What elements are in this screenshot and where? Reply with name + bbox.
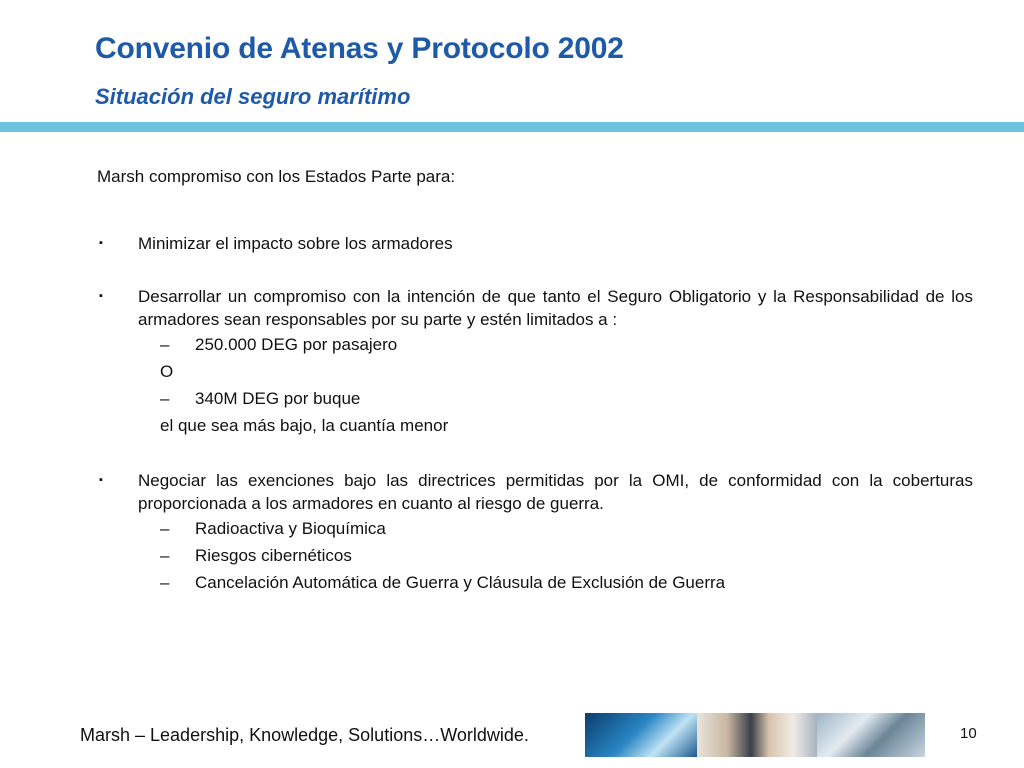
- sub-item: [97, 385, 973, 412]
- sub-text: Radioactiva y Bioquímica: [195, 519, 386, 538]
- sub-text: Riesgos cibernéticos: [195, 546, 352, 565]
- sub-marker: –: [160, 546, 170, 565]
- slide-subtitle: Situación del seguro marítimo: [95, 84, 411, 109]
- sub-marker: –: [160, 335, 170, 354]
- sub-item: [97, 515, 973, 542]
- globe-image: [585, 713, 697, 757]
- bullet-item: [97, 469, 973, 515]
- footer-tagline: Marsh – Leadership, Knowledge, Solutions…Worldwide.: [80, 725, 529, 745]
- bullet-marker: ▪: [99, 237, 103, 249]
- sub-text: 340M DEG por buque: [195, 389, 361, 408]
- sub-item: [97, 569, 973, 596]
- sub-text: 250.000 DEG por pasajero: [195, 335, 398, 354]
- business-people-image: [697, 713, 817, 757]
- technology-image: [817, 713, 925, 757]
- bullet-marker: ▪: [99, 474, 103, 486]
- page-number: 10: [960, 725, 977, 742]
- sub-marker: –: [160, 573, 170, 592]
- title-divider-bar: [0, 122, 1024, 132]
- intro-text: Marsh compromiso con los Estados Parte para:: [97, 167, 456, 186]
- bullet-text: Minimizar el impacto sobre los armadores: [138, 234, 453, 253]
- bullet-marker: ▪: [99, 290, 103, 302]
- sub-item: [97, 331, 973, 358]
- slide-body: [97, 165, 973, 596]
- sub-marker: –: [160, 519, 170, 538]
- bullet-item: [97, 232, 973, 255]
- sub-item: [97, 542, 973, 569]
- sub-text: Cancelación Automática de Guerra y Cláusula de Exclusión de Guerra: [195, 573, 726, 592]
- or-text: O: [160, 362, 174, 381]
- slide-title: Convenio de Atenas y Protocolo 2002: [95, 32, 624, 65]
- bullet-item: [97, 285, 973, 331]
- bullet-text: Negociar las exenciones bajo las directrices permitidas por la OMI, de conformidad con la coberturas proporcionada a los armadores en cuanto al riesgo de guerra.: [138, 471, 973, 513]
- note-text: el que sea más bajo, la cuantía menor: [160, 416, 449, 435]
- sub-marker: –: [160, 389, 170, 408]
- footer-photo-strip: [585, 713, 925, 757]
- bullet-text: Desarrollar un compromiso con la intención de que tanto el Seguro Obligatorio y la Responsabilidad de los armadores sean responsables por su parte y estén limitados a :: [138, 287, 973, 329]
